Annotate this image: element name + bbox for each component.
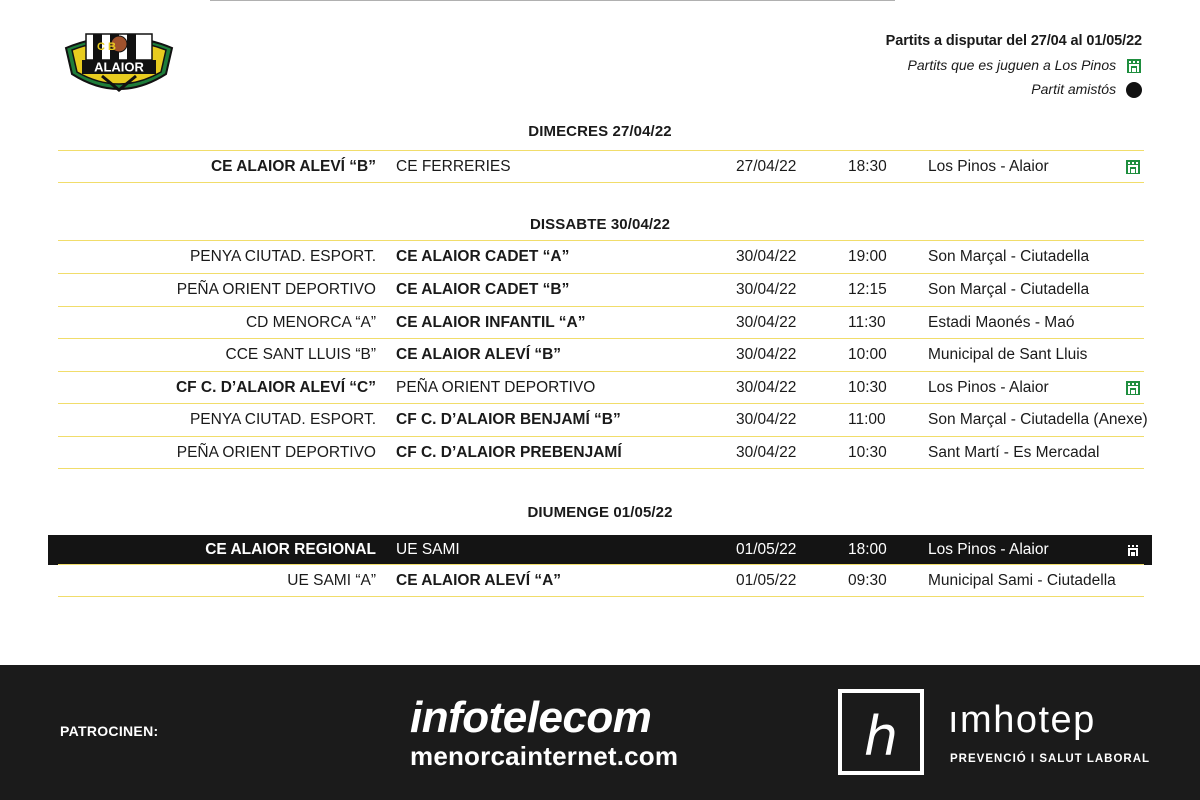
match-venue: Municipal de Sant Lluis (928, 346, 1088, 363)
match-venue: Los Pinos - Alaior (928, 541, 1049, 558)
home-team: PENYA CIUTAD. ESPORT. (189, 411, 376, 428)
los-pinos-marker (1122, 535, 1144, 565)
home-team: CE ALAIOR REGIONAL (205, 541, 376, 558)
imhotep-tagline: PREVENCIÓ I SALUT LABORAL (950, 753, 1151, 765)
match-date: 27/04/22 (736, 157, 797, 175)
match-time: 18:00 (848, 541, 887, 558)
legend-los-pinos (722, 55, 1142, 75)
imhotep-name: ımhotep (948, 699, 1096, 741)
match-date: 30/04/22 (736, 379, 797, 396)
away-team: CE ALAIOR INFANTIL “A” (396, 314, 586, 331)
home-team: CF C. D’ALAIOR ALEVÍ “C” (175, 379, 376, 396)
away-team: CF C. D’ALAIOR BENJAMÍ “B” (396, 411, 621, 428)
los-pinos-marker (1122, 372, 1144, 404)
match-date: 01/05/22 (736, 541, 797, 558)
infotelecom-logo: infotelecom (410, 693, 652, 742)
legend-title: Partits a disputar del 27/04 al 01/05/22 (885, 33, 1142, 49)
match-date: 30/04/22 (736, 346, 797, 363)
away-team: CF C. D’ALAIOR PREBENJAMÍ (396, 443, 622, 461)
match-venue: Los Pinos - Alaior (928, 157, 1049, 175)
match-date: 30/04/22 (736, 411, 797, 428)
home-team: PENYA CIUTAD. ESPORT. (189, 248, 376, 265)
match-time: 10:30 (848, 379, 887, 396)
legend-amistos (722, 79, 1142, 99)
away-team: CE ALAIOR CADET “A” (396, 248, 570, 265)
match-row (58, 150, 1144, 183)
home-team: PEÑA ORIENT DEPORTIVO (176, 281, 376, 298)
away-team: CE ALAIOR ALEVÍ “A” (396, 571, 562, 589)
match-time: 11:30 (848, 314, 886, 331)
home-team: PEÑA ORIENT DEPORTIVO (176, 443, 376, 461)
match-time: 12:15 (848, 281, 887, 298)
match-venue: Los Pinos - Alaior (928, 379, 1049, 396)
match-venue: Son Marçal - Ciutadella (928, 248, 1090, 265)
match-time: 10:00 (848, 346, 887, 363)
away-team: PEÑA ORIENT DEPORTIVO (396, 379, 596, 396)
top-rule (210, 0, 895, 1)
match-row (58, 240, 1144, 273)
imhotep-logo-mark (838, 689, 924, 775)
legend (722, 31, 1142, 99)
home-team: CCE SANT LLUIS “B” (225, 346, 376, 363)
away-team: CE ALAIOR ALEVÍ “B” (396, 346, 562, 363)
match-date: 30/04/22 (736, 248, 797, 265)
dot-icon (1126, 82, 1142, 98)
home-team: UE SAMI “A” (287, 571, 376, 589)
sponsors-footer (0, 665, 1200, 800)
castle-icon (1126, 58, 1142, 74)
match-time: 19:00 (848, 248, 887, 265)
legend-amistos-label: Partit amistós (1031, 81, 1117, 97)
sponsors-label: PATROCINEN: (60, 723, 159, 739)
match-date: 30/04/22 (736, 314, 797, 331)
match-row (58, 436, 1144, 469)
legend-los-pinos-label: Partits que es juguen a Los Pinos (907, 57, 1117, 73)
away-team: CE ALAIOR CADET “B” (396, 281, 570, 298)
away-team: CE FERRERIES (396, 157, 511, 175)
match-venue: Sant Martí - Es Mercadal (928, 443, 1100, 461)
match-row (58, 564, 1144, 597)
match-row (58, 403, 1148, 436)
match-row (58, 371, 1144, 404)
match-venue: Son Marçal - Ciutadella (Anexe) (928, 411, 1148, 428)
match-row (48, 535, 1152, 565)
los-pinos-marker (1122, 151, 1144, 182)
home-team: CE ALAIOR ALEVÍ “B” (210, 157, 376, 175)
match-time: 09:30 (848, 571, 887, 589)
logo-letters: C B (97, 41, 116, 53)
infotelecom-url: menorcainternet.com (410, 741, 679, 771)
match-date: 30/04/22 (736, 281, 797, 298)
away-team: UE SAMI (396, 541, 460, 558)
castle-icon (1125, 542, 1141, 558)
castle-icon (1125, 380, 1141, 396)
match-date: 01/05/22 (736, 571, 797, 589)
match-venue: Municipal Sami - Ciutadella (928, 571, 1116, 589)
match-row (58, 273, 1144, 306)
match-time: 11:00 (848, 411, 886, 428)
imhotep-mark-letter: h (863, 705, 899, 768)
home-team: CD MENORCA “A” (245, 314, 376, 331)
match-time: 10:30 (848, 443, 887, 461)
logo-text: ALAIOR (94, 59, 144, 75)
match-row (58, 306, 1144, 339)
castle-icon (1125, 159, 1141, 175)
section-title: DIUMENGE 01/05/22 (527, 504, 673, 521)
match-time: 18:30 (848, 157, 887, 175)
match-venue: Estadi Maonés - Maó (928, 314, 1075, 331)
section-title: DIMECRES 27/04/22 (528, 123, 672, 140)
match-row (58, 338, 1144, 371)
match-date: 30/04/22 (736, 443, 797, 461)
match-venue: Son Marçal - Ciutadella (928, 281, 1090, 298)
section-title: DISSABTE 30/04/22 (529, 216, 671, 233)
club-logo (62, 24, 176, 104)
